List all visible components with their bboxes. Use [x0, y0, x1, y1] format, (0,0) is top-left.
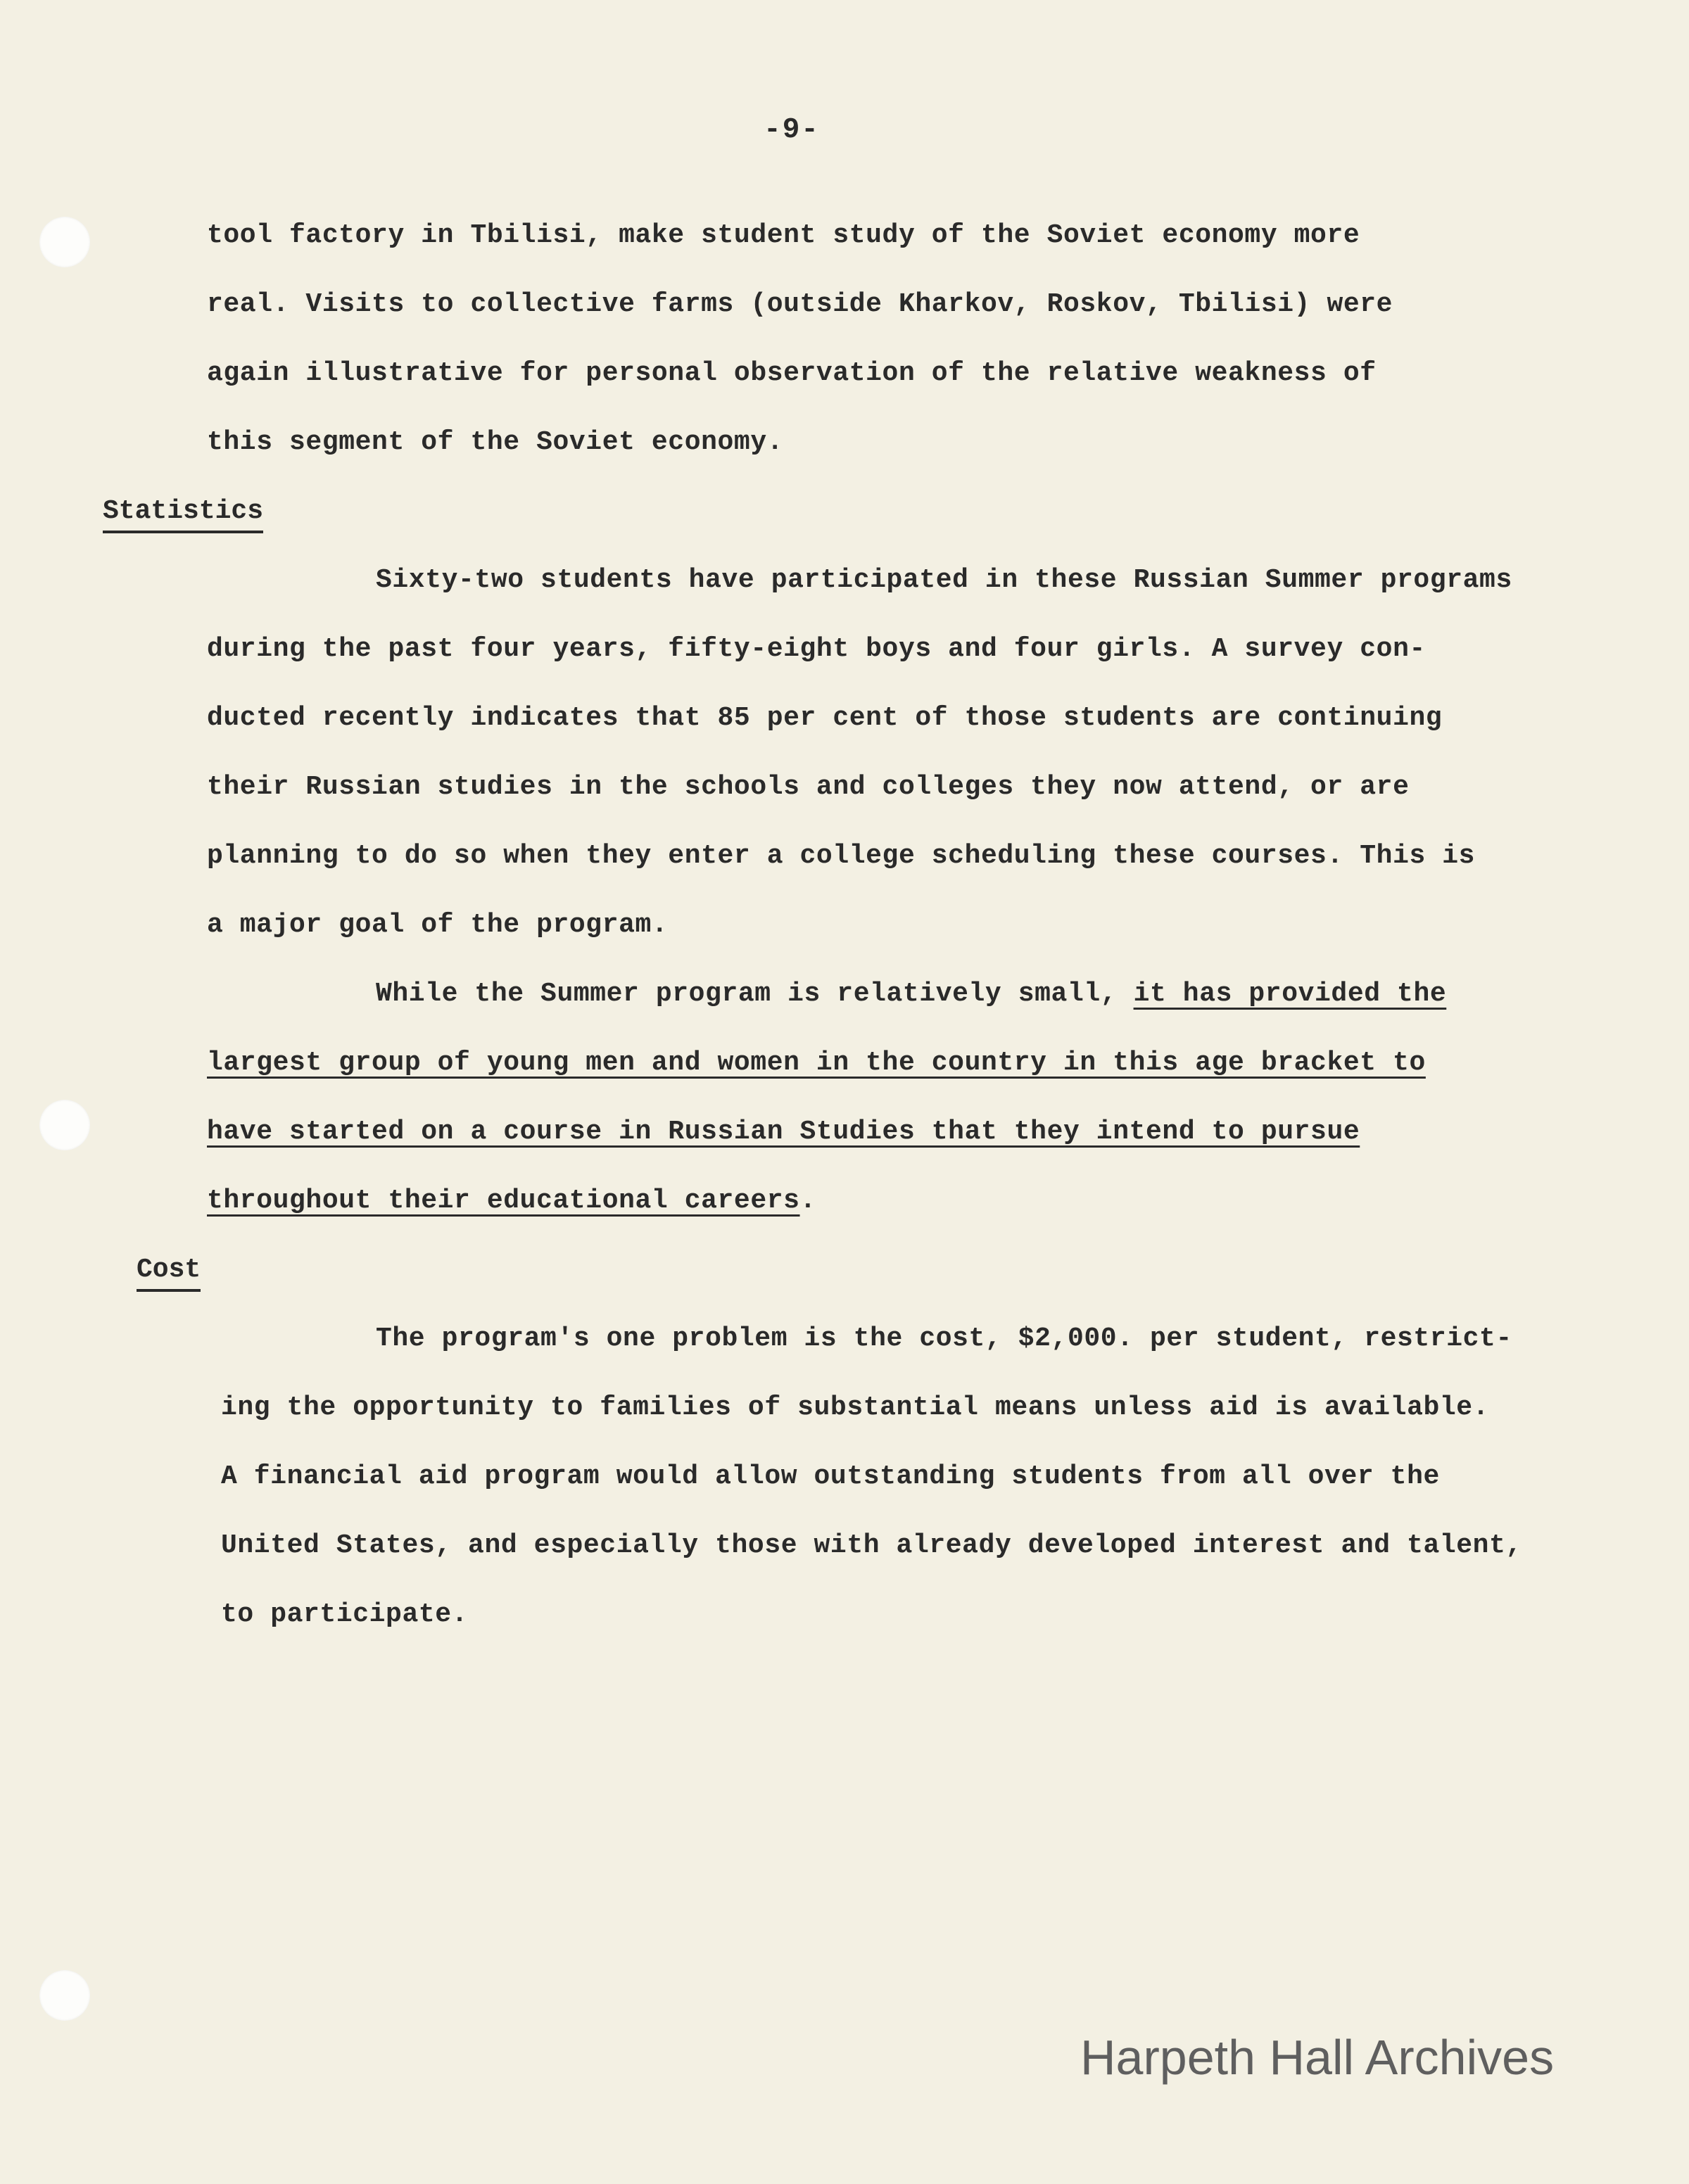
cost-line: ing the opportunity to families of substantial means unless aid is available.: [221, 1392, 1490, 1423]
cost-line: to participate.: [221, 1599, 469, 1630]
plain-text: While the Summer program is relatively small,: [376, 979, 1134, 1009]
statistics-line: ducted recently indicates that 85 per cent of those students are continuing: [207, 703, 1443, 733]
statistics-line: Sixty-two students have participated in these Russian Summer programs: [376, 565, 1512, 595]
section-heading-cost: Cost: [137, 1252, 201, 1292]
section-heading-statistics: Statistics: [103, 494, 263, 533]
archive-watermark: Harpeth Hall Archives: [1080, 2030, 1555, 2085]
statistics-line: during the past four years, fifty-eight boys and four girls. A survey con-: [207, 634, 1426, 664]
underlined-text: have started on a course in Russian Studies that they intend to pursue: [207, 1117, 1360, 1147]
statistics-line: [207, 1183, 816, 1219]
statistics-line: [207, 1046, 1426, 1081]
underlined-text: throughout their educational careers: [207, 1186, 800, 1216]
cost-line: A financial aid program would allow outstanding students from all over the: [221, 1461, 1440, 1492]
punch-hole-bottom: [39, 1970, 90, 2021]
punch-hole-middle: [39, 1100, 90, 1150]
sentence-end: .: [799, 1186, 816, 1216]
intro-line: tool factory in Tbilisi, make student study of the Soviet economy more: [207, 220, 1360, 250]
statistics-line: planning to do so when they enter a college scheduling these courses. This is: [207, 841, 1476, 871]
intro-line: again illustrative for personal observation of the relative weakness of: [207, 358, 1377, 388]
cost-line: United States, and especially those with already developed interest and talent,: [221, 1530, 1522, 1561]
intro-line: this segment of the Soviet economy.: [207, 427, 784, 457]
statistics-line: [207, 1115, 1360, 1150]
statistics-line: [376, 977, 1446, 1012]
cost-line: The program's one problem is the cost, $2,000. per student, restrict-: [376, 1323, 1512, 1354]
statistics-line: their Russian studies in the schools and colleges they now attend, or are: [207, 772, 1410, 802]
intro-line: real. Visits to collective farms (outside Kharkov, Roskov, Tbilisi) were: [207, 289, 1393, 319]
page-number: -9-: [764, 114, 820, 146]
underlined-text: it has provided the: [1133, 979, 1447, 1009]
underlined-text: largest group of young men and women in the country in this age bracket to: [207, 1048, 1426, 1078]
punch-hole-top: [39, 217, 90, 267]
statistics-line: a major goal of the program.: [207, 910, 669, 940]
